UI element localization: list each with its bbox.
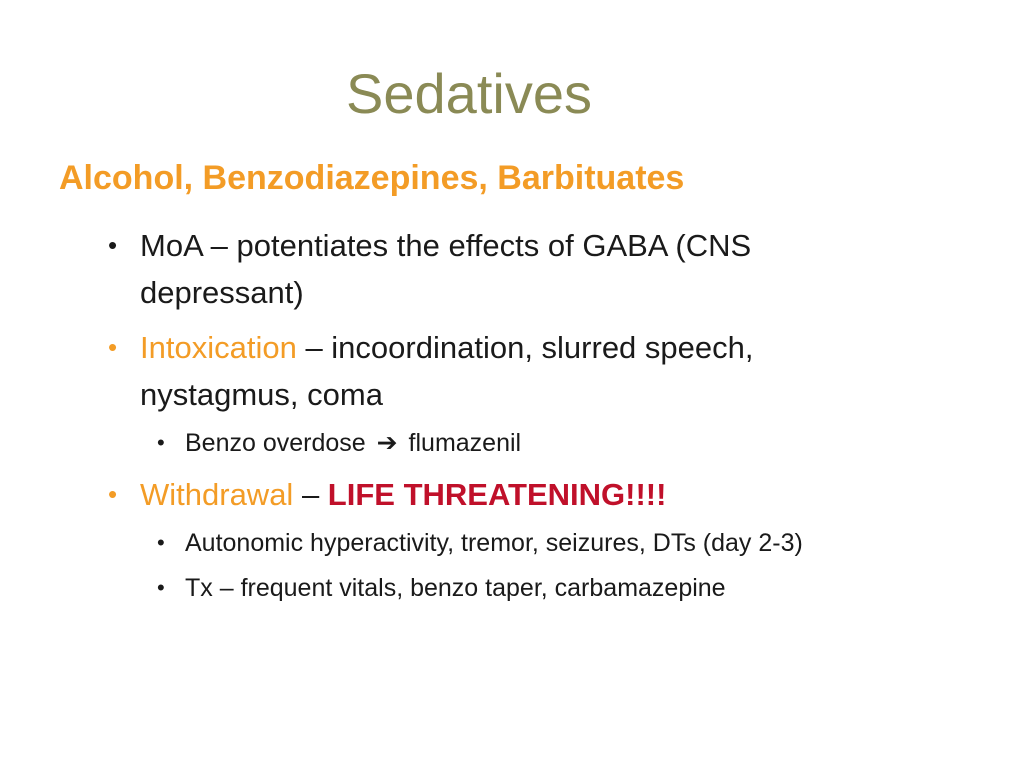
sub-bullet-benzo-overdose: [157, 423, 930, 463]
bullet-dot: •: [108, 230, 118, 260]
bullet-moa: [108, 222, 910, 316]
sub-bullet-overdose-left: Benzo overdose: [185, 429, 366, 457]
bullet-withdrawal: [108, 471, 910, 518]
bullet-dot: •: [108, 332, 118, 362]
bullet-withdrawal-term: Withdrawal: [140, 477, 294, 512]
sub-bullet-treatment: [157, 568, 930, 608]
sub-bullet-autonomic: [157, 523, 930, 563]
bullet-dot: •: [157, 530, 165, 555]
bullet-dot: •: [157, 575, 165, 600]
slide-title: Sedatives: [346, 62, 592, 125]
bullet-intoxication-term: Intoxication: [140, 330, 297, 365]
bullet-intoxication: [108, 324, 910, 418]
bullet-withdrawal-warning: LIFE THREATENING!!!!: [327, 477, 667, 512]
sub-bullet-overdose-right: flumazenil: [408, 429, 522, 457]
bullet-list: [0, 214, 1024, 608]
bullet-intoxication-text: – incoordination, slurred speech, nystagmus, coma: [140, 330, 754, 412]
bullet-dot: •: [157, 430, 165, 455]
sub-bullet-autonomic-text: Autonomic hyperactivity, tremor, seizures, DTs (day 2-3): [185, 529, 803, 557]
bullet-moa-text: MoA – potentiates the effects of GABA (CNS depressant): [140, 228, 752, 310]
slide-subtitle: Alcohol, Benzodiazepines, Barbituates: [59, 159, 685, 197]
sub-bullet-treatment-text: Tx – frequent vitals, benzo taper, carbamazepine: [185, 574, 726, 602]
bullet-withdrawal-dash: –: [293, 477, 328, 512]
arrow-right-icon: ➔: [376, 429, 398, 457]
bullet-dot: •: [108, 479, 118, 509]
